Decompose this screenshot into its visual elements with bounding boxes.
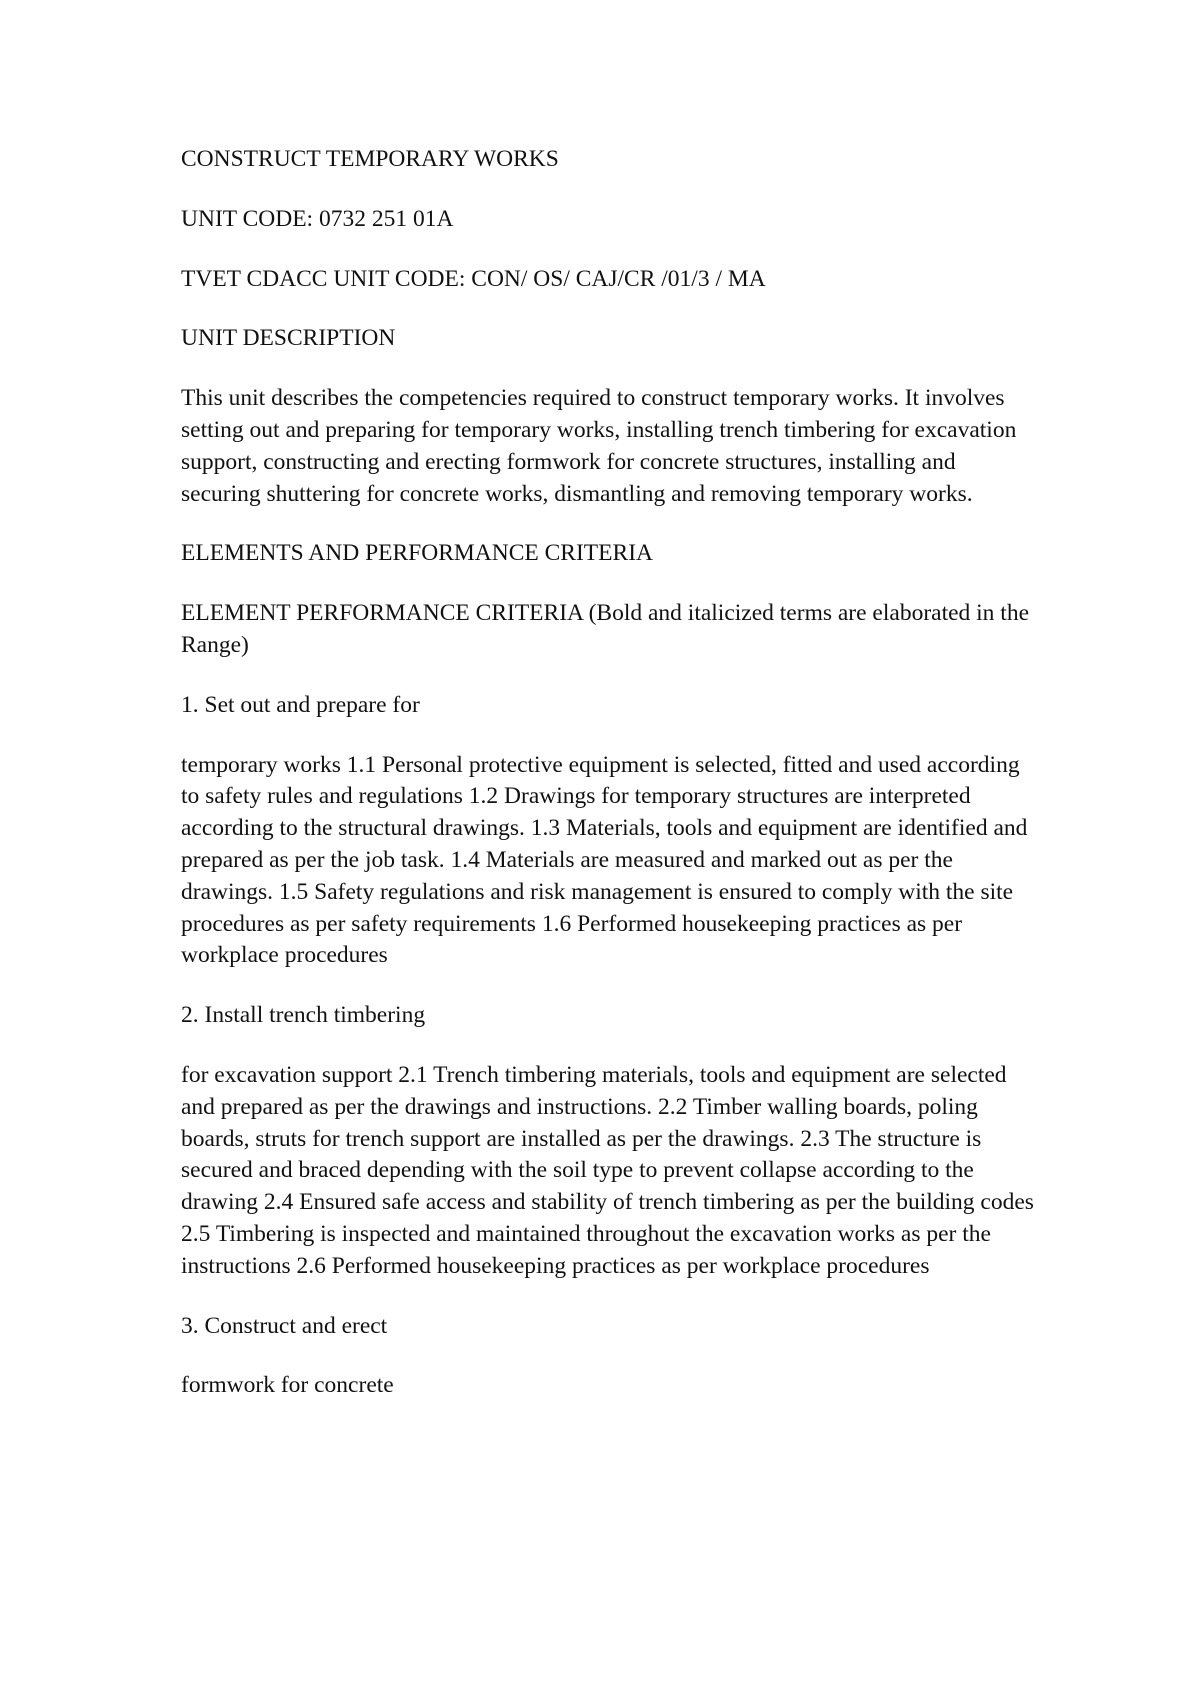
element-3-criteria: formwork for concrete	[181, 1372, 394, 1399]
document-title: CONSTRUCT TEMPORARY WORKS	[181, 146, 559, 172]
document-body	[181, 144, 1041, 1430]
element-1-criteria: temporary works 1.1 Personal protective equipment is selected, fitted and used according to safety rules and regulations 1.2 Drawings for temporary structures are interpreted according to the structural drawings. 1.3 Materials, tools and equipment are identified and prepared as per the job task. 1.4 Materials are measured and marked out as per the drawings. 1.5 Safety regulations and risk management is ensured to comply with the site procedures as per safety requirements 1.6 Performed housekeeping practices as per workplace procedures	[181, 751, 1028, 969]
element-1-title: 1. Set out and prepare for	[181, 691, 420, 718]
tvet-unit-code: TVET CDACC UNIT CODE: CON/ OS/ CAJ/CR /01/3 / MA	[181, 265, 766, 292]
unit-code: UNIT CODE: 0732 251 01A	[181, 205, 454, 232]
element-2-title: 2. Install trench timbering	[181, 1002, 426, 1029]
unit-description-text: This unit describes the competencies required to construct temporary works. It involves setting out and preparing for temporary works, installing trench timbering for excavation support, constructing and erecting formwork for concrete structures, installing and securing shuttering for concrete works, dismantling and removing temporary works.	[181, 385, 1017, 507]
unit-description-heading: UNIT DESCRIPTION	[181, 325, 396, 352]
elements-heading: ELEMENTS AND PERFORMANCE CRITERIA	[181, 540, 653, 567]
element-2-criteria: for excavation support 2.1 Trench timbering materials, tools and equipment are selected and prepared as per the drawings and instructions. 2.2 Timber walling boards, poling boards, struts for trench support are installed as per the drawings. 2.3 The structure is secured and braced depending with the soil type to prevent collapse according to the drawing 2.4 Ensured safe access and stability of trench timbering as per the building codes 2.5 Timbering is inspected and maintained throughout the excavation works as per the instructions 2.6 Performed housekeeping practices as per workplace procedures	[181, 1061, 1034, 1279]
element-3-title: 3. Construct and erect	[181, 1312, 388, 1339]
table-header: ELEMENT PERFORMANCE CRITERIA (Bold and italicized terms are elaborated in the Range)	[181, 600, 1030, 658]
